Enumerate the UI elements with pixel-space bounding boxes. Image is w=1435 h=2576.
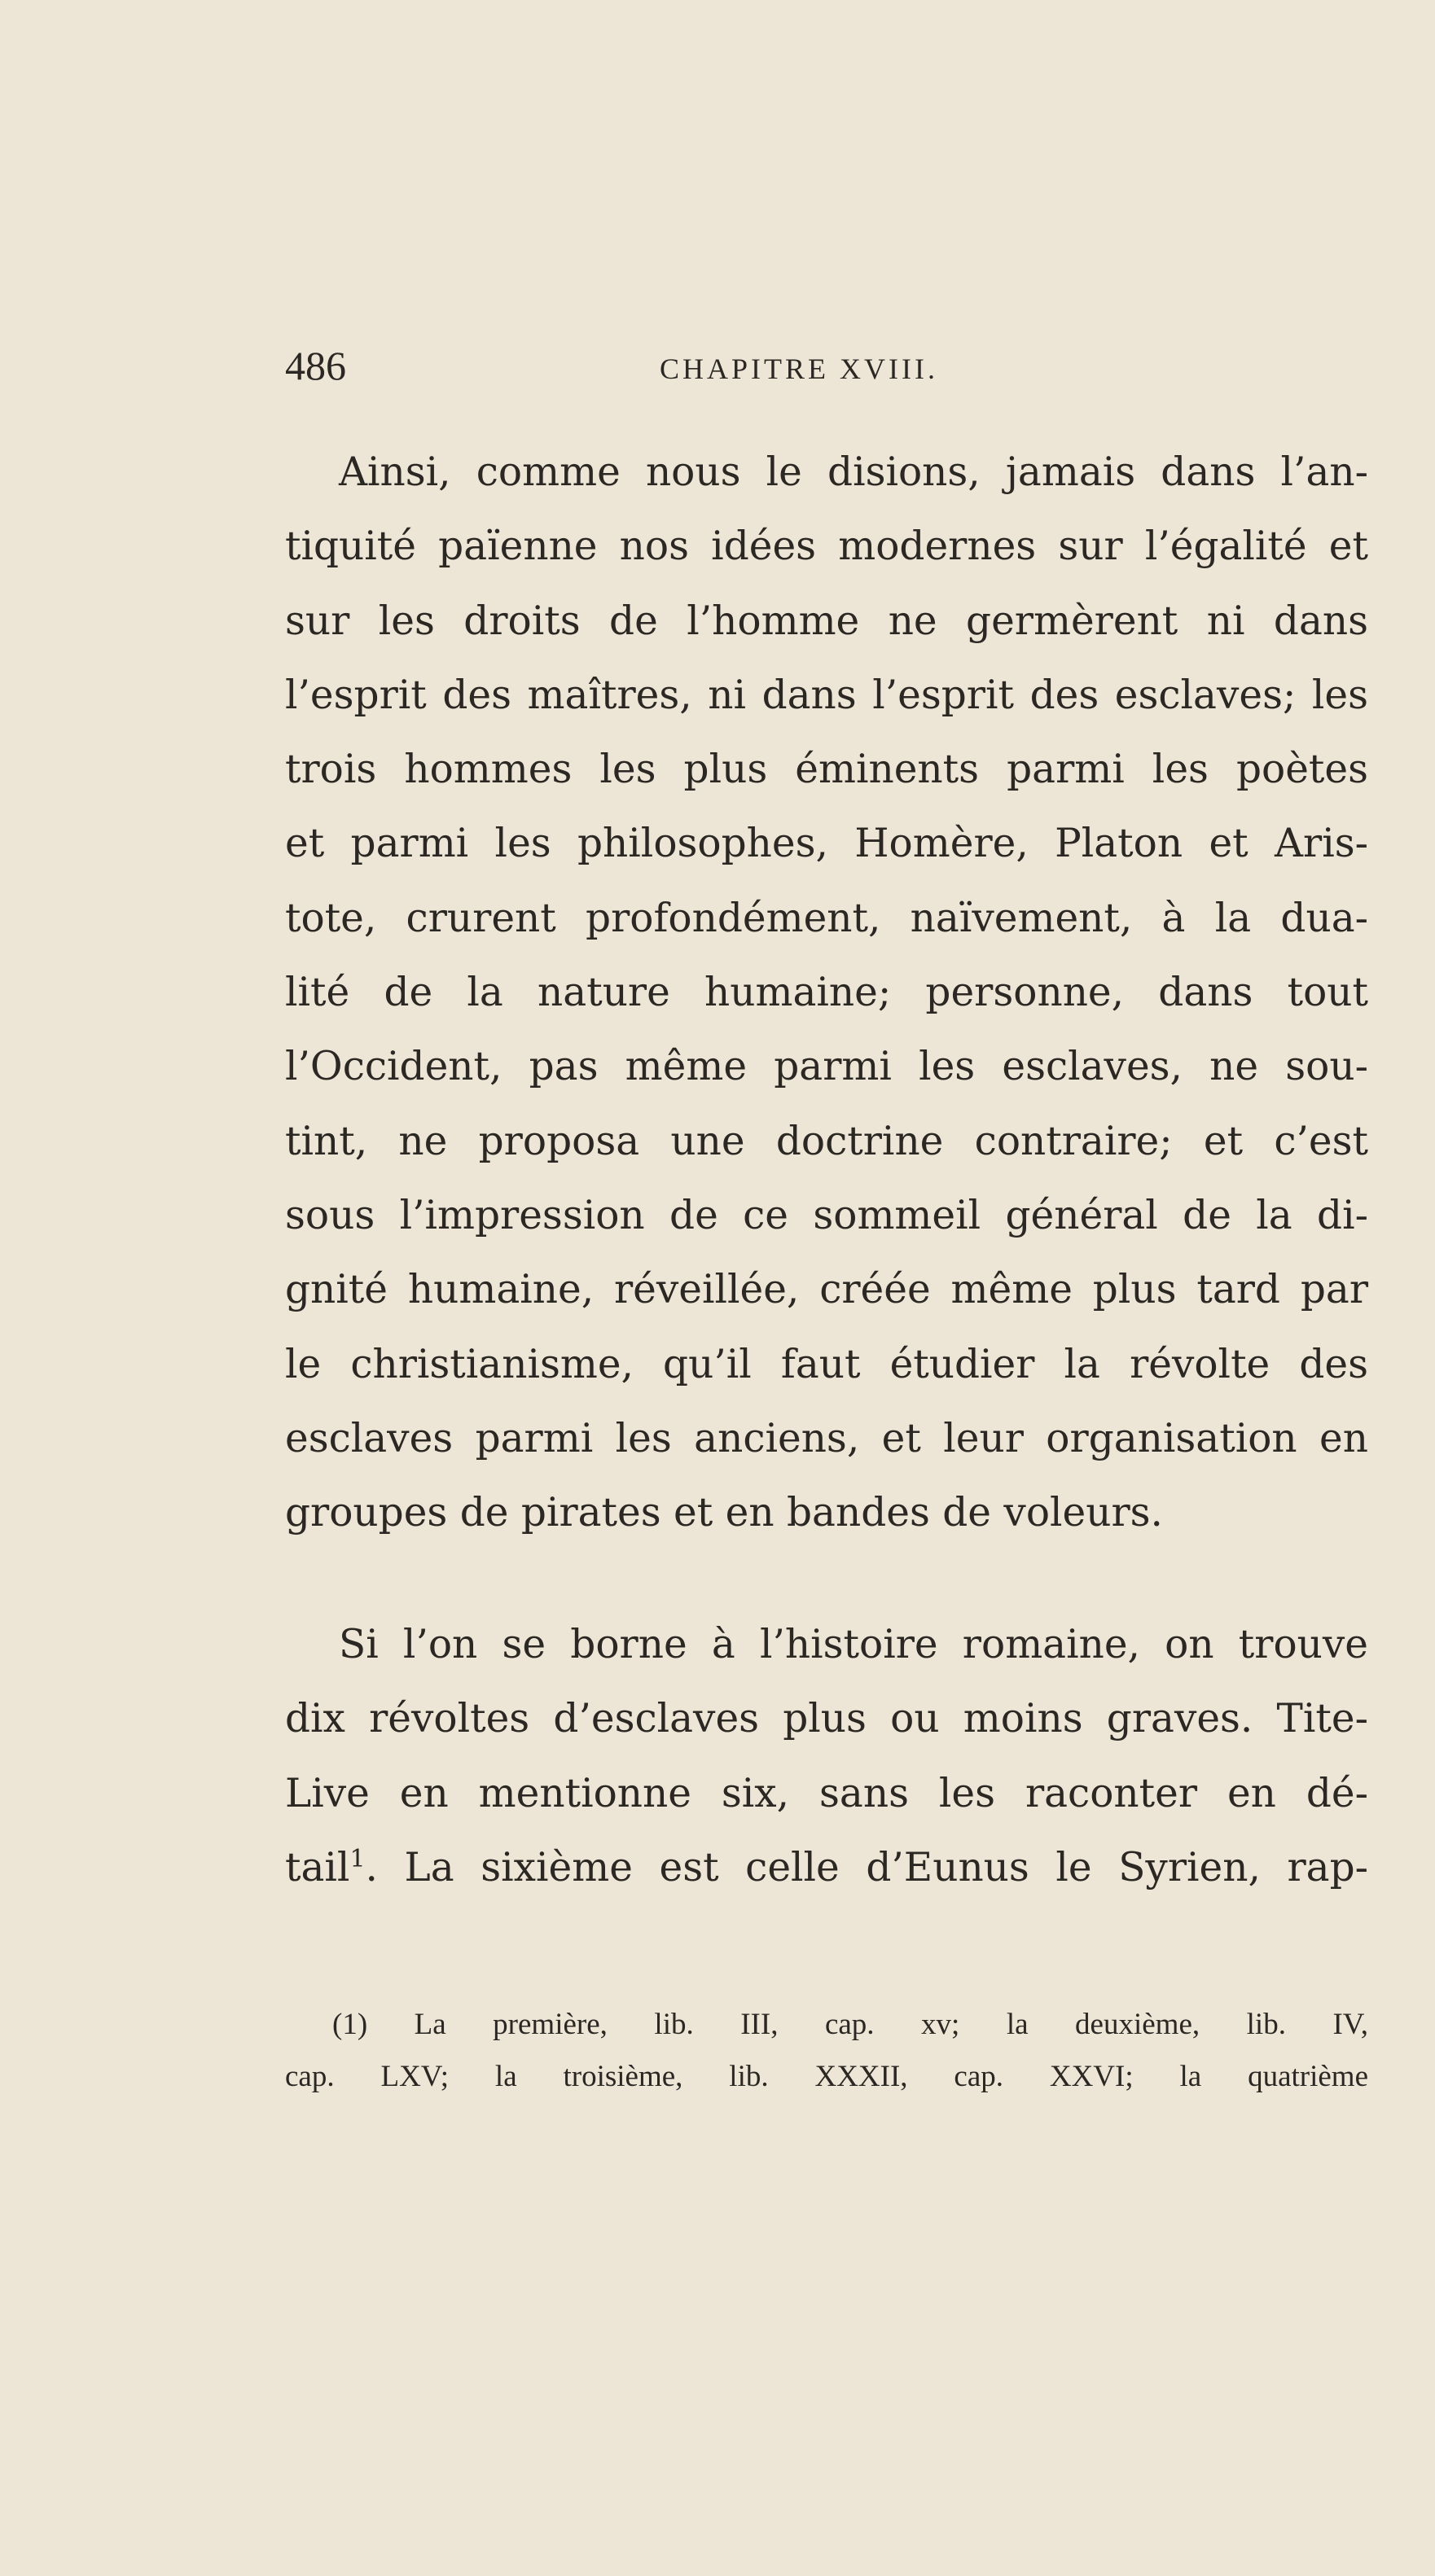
chapter-title: CHAPITRE XVIII. <box>660 353 938 385</box>
text-line: tote, crurent profondément, naïvement, à la dua- <box>285 895 1368 941</box>
text-line: et parmi les philosophes, Homère, Platon et Aris- <box>285 821 1368 867</box>
running-head <box>285 342 1368 415</box>
text-line: sur les droits de l’homme ne germèrent ni dans <box>285 598 1368 644</box>
footnote-marker: 1 <box>349 1844 366 1873</box>
text-fragment: . La sixième est celle d’Eunus le Syrien, rap- <box>365 1844 1368 1890</box>
text-line: sous l’impression de ce sommeil général de la di- <box>285 1192 1368 1238</box>
paragraph-2 <box>285 1608 1368 1905</box>
footnotes <box>285 1999 1368 2103</box>
text-line: lité de la nature humaine; personne, dans tout <box>285 970 1368 1016</box>
text-fragment: tail <box>285 1844 350 1890</box>
text-line: groupes de pirates et en bandes de voleurs. <box>285 1490 1163 1536</box>
text-line: l’esprit des maîtres, ni dans l’esprit des esclaves; les <box>285 672 1368 718</box>
page-number: 486 <box>285 343 346 388</box>
footnote-line: (1) La première, lib. III, cap. xv; la deuxième, lib. IV, <box>332 2008 1368 2041</box>
text-line: dix révoltes d’esclaves plus ou moins graves. Tite- <box>285 1696 1368 1742</box>
text-line: Si l’on se borne à l’histoire romaine, on trouve <box>339 1622 1368 1667</box>
text-line: trois hommes les plus éminents parmi les poètes <box>285 747 1368 793</box>
paragraph-1 <box>285 436 1368 1550</box>
text-line: esclaves parmi les anciens, et leur organisation en <box>285 1415 1368 1461</box>
text-line: tiquité païenne nos idées modernes sur l’égalité et <box>285 524 1368 570</box>
text-line: le christianisme, qu’il faut étudier la révolte des <box>285 1341 1368 1387</box>
text-line: tint, ne proposa une doctrine contraire; et c’est <box>285 1118 1368 1164</box>
text-line-with-footnote <box>285 1831 1368 1905</box>
text-line: gnité humaine, réveillée, créée même plus tard par <box>285 1267 1368 1313</box>
text-line: Ainsi, comme nous le disions, jamais dans l’an- <box>339 449 1368 495</box>
text-line: l’Occident, pas même parmi les esclaves, ne sou- <box>285 1044 1368 1090</box>
text-line: Live en mentionne six, sans les raconter en dé- <box>285 1770 1368 1816</box>
footnote-line: cap. LXV; la troisième, lib. XXXII, cap. XXVI; la quatrième <box>285 2060 1368 2093</box>
